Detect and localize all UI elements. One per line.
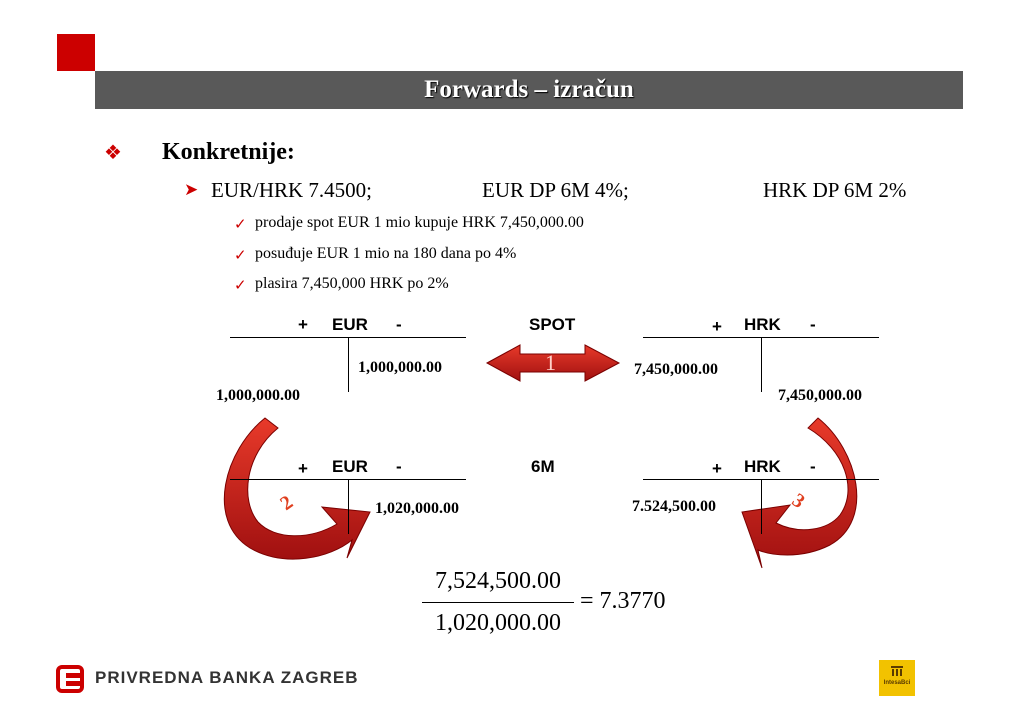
intesa-label: IntesaBci bbox=[883, 680, 911, 686]
t-account-minus: - bbox=[396, 315, 402, 334]
t-account-plus: + bbox=[712, 317, 722, 336]
spot-label: SPOT bbox=[529, 315, 576, 334]
formula-result: = 7.3770 bbox=[580, 588, 666, 614]
arrow-number: 1 bbox=[545, 350, 556, 375]
check-icon: ✓ bbox=[234, 217, 247, 233]
t-account-minus: - bbox=[810, 457, 816, 476]
bank-name: PRIVREDNA BANKA ZAGREB bbox=[95, 668, 359, 687]
formula-denominator: 1,020,000.00 bbox=[435, 610, 561, 636]
arrow-bullet-icon: ➤ bbox=[184, 180, 199, 199]
t-account-vline bbox=[348, 337, 349, 392]
intesa-logo-icon bbox=[879, 660, 915, 696]
spot-hrk-debit: 7,450,000.00 bbox=[634, 361, 718, 378]
check-icon: ✓ bbox=[234, 278, 247, 294]
t-account-vline bbox=[761, 337, 762, 392]
spot-hrk-credit: 7,450,000.00 bbox=[778, 387, 862, 404]
pbz-logo-icon bbox=[56, 664, 86, 694]
t-account-vline bbox=[761, 479, 762, 534]
list-item: prodaje spot EUR 1 mio kupuje HRK 7,450,000.00 bbox=[255, 214, 584, 231]
t-account-currency: HRK bbox=[744, 315, 781, 334]
rate-eur-dp: EUR DP 6M 4%; bbox=[482, 178, 629, 202]
formula-numerator: 7,524,500.00 bbox=[435, 568, 561, 594]
t-account-minus: - bbox=[396, 457, 402, 476]
t-account-vline bbox=[348, 479, 349, 534]
t-account-plus: + bbox=[298, 459, 308, 478]
sixm-label: 6M bbox=[531, 457, 555, 476]
list-item: plasira 7,450,000 HRK po 2% bbox=[255, 275, 449, 292]
t-account-minus: - bbox=[810, 315, 816, 334]
spot-eur-debit: 1,000,000.00 bbox=[216, 387, 300, 404]
t-account-currency: EUR bbox=[332, 315, 368, 334]
check-icon: ✓ bbox=[234, 248, 247, 264]
bullet-heading: Konkretnije: bbox=[162, 139, 295, 165]
arrow-number: 3 bbox=[787, 489, 809, 513]
list-item: posuđuje EUR 1 mio na 180 dana po 4% bbox=[255, 245, 517, 262]
sixm-hrk-debit: 7.524,500.00 bbox=[632, 498, 716, 515]
formula-fraction-bar bbox=[422, 602, 574, 603]
spot-eur-credit: 1,000,000.00 bbox=[358, 359, 442, 376]
t-account-plus: + bbox=[712, 459, 722, 478]
arrow-number: 2 bbox=[276, 491, 298, 515]
sixm-eur-credit: 1,020,000.00 bbox=[375, 500, 459, 517]
t-account-currency: HRK bbox=[744, 457, 781, 476]
t-account-plus: + bbox=[298, 315, 308, 334]
rate-eurhrk: EUR/HRK 7.4500; bbox=[211, 178, 373, 202]
t-account-currency: EUR bbox=[332, 457, 368, 476]
diamond-bullet-icon: ❖ bbox=[104, 142, 122, 164]
rate-hrk-dp: HRK DP 6M 2% bbox=[763, 178, 907, 202]
slide-title: Forwards – izračun bbox=[424, 76, 634, 103]
